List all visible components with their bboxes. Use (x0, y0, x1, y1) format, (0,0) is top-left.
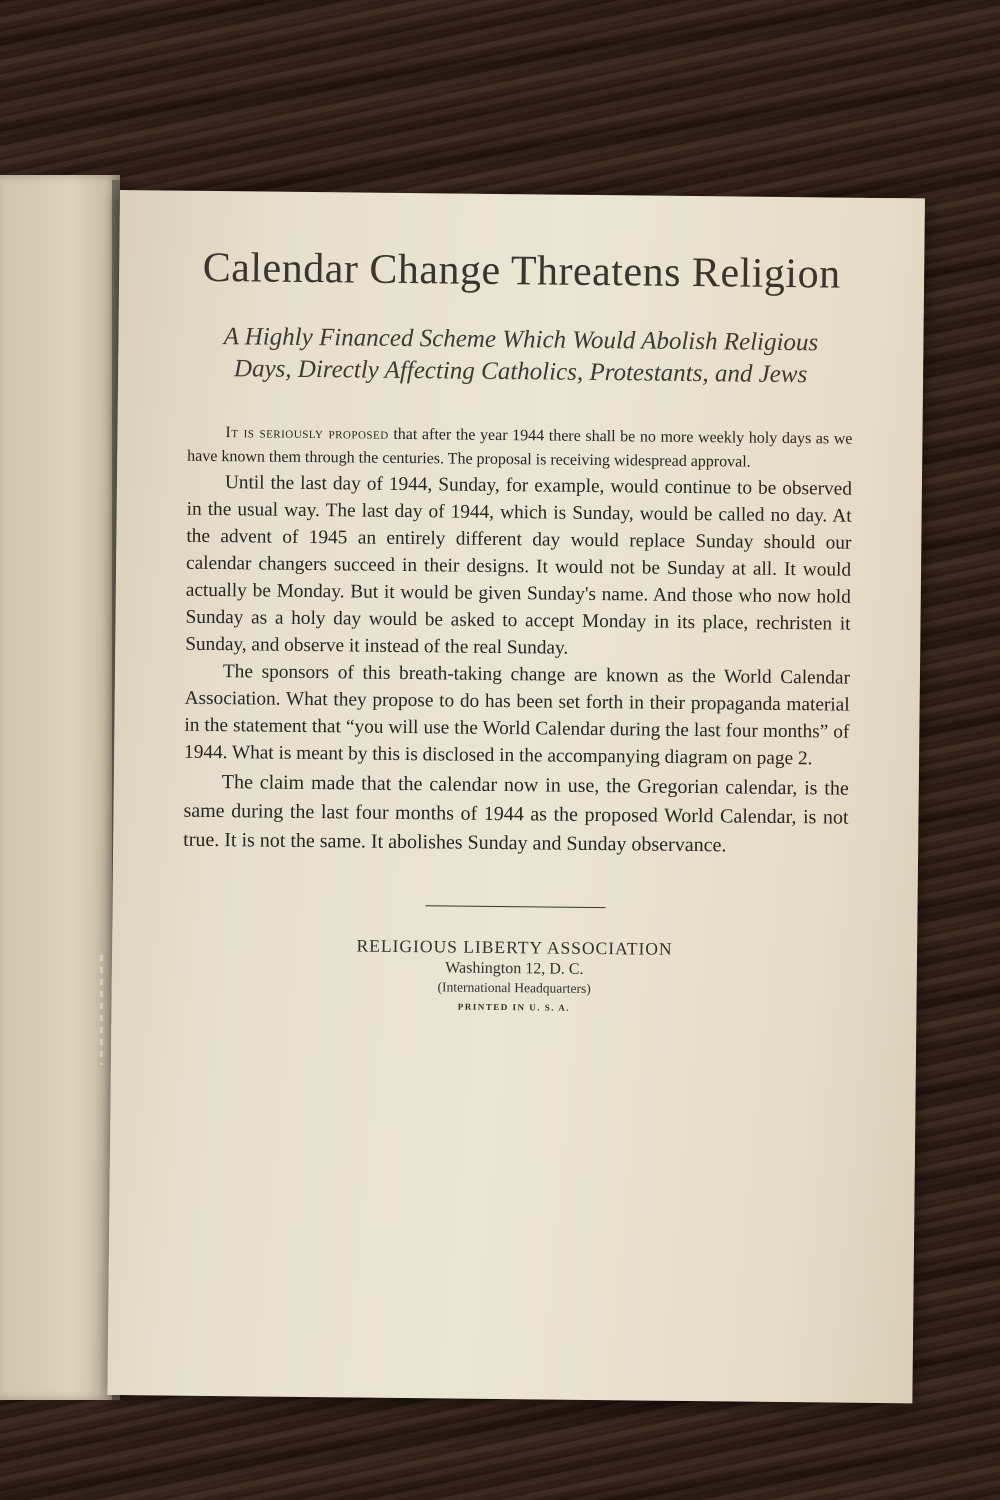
paragraph-1-rest: that after the year 1944 there shall be no more weekly holy days as we have known them through the centuries. The proposal is receiving widespread approval. (187, 425, 853, 471)
footer-organization: RELIGIOUS LIBERTY ASSOCIATION (356, 935, 673, 959)
binding-stitch (100, 955, 103, 1065)
footer-city: Washington 12, D. C. (445, 959, 584, 978)
footer-printed: PRINTED IN U. S. A. (457, 1001, 571, 1013)
page-title: Calendar Change Threatens Religion (202, 244, 841, 298)
page-subtitle: A Highly Financed Scheme Which Would Abolish Religious Days, Directly Affecting Catholics, Protestants, and Jews (223, 323, 819, 389)
divider-rule (425, 905, 605, 908)
paragraph-4: The claim made that the calendar now in use, the Gregorian calendar, is the same during the last four months of 1944 as the proposed World Calendar, is not true. It is not the same. It abolishes Sunday and Sunday observance. (183, 771, 849, 857)
paragraph-3: The sponsors of this breath-taking change are known as the World Calendar Association. What they propose to do has been set forth in their propaganda material in the statement that “you will use the World Calendar during the last four months” of 1944. What is meant by this is disclosed in the accompanying diagram on page 2. (184, 661, 851, 770)
left-page (0, 175, 120, 1400)
body-text (183, 421, 853, 862)
paragraph-1-lead: It is seriously proposed (225, 424, 389, 443)
paragraph-2: Until the last day of 1944, Sunday, for example, would continue to be observed in the usual way. The last day of 1944, which is Sunday, would be called no day. At the advent of 1945 an entirely different day would replace Sunday should our calendar changers succeed in their designs. It would not be Sunday at all. It would actually be Monday. But it would be given Sunday's name. And those who now hold Sunday as a holy day would be asked to accept Monday in its place, rechristen it Sunday, and observe it instead of the real Sunday. (185, 472, 853, 659)
footer (111, 933, 917, 1016)
footer-headquarters: (International Headquarters) (437, 979, 591, 996)
paragraph-1 (187, 421, 852, 476)
booklet-page (107, 190, 925, 1403)
